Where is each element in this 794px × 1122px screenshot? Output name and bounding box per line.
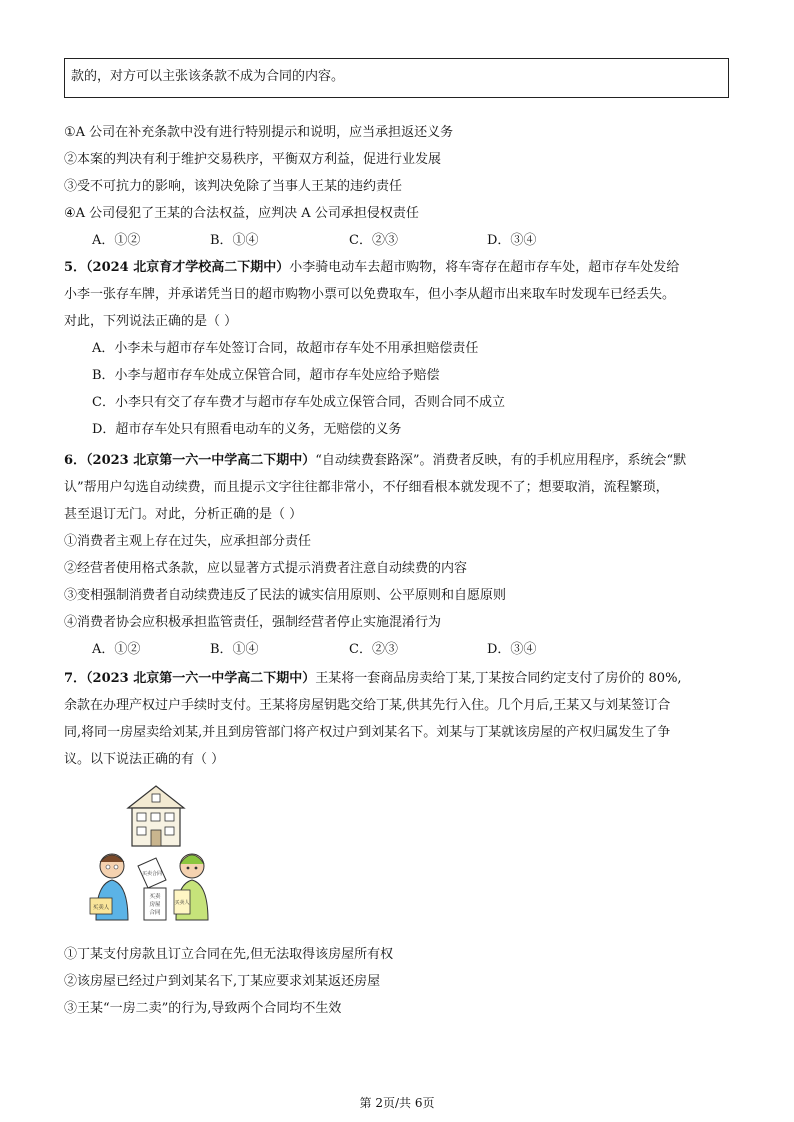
q4-option-b[interactable]: B．①④: [210, 233, 259, 248]
q5-option-b[interactable]: B．小李与超市存车处成立保管合同，超市存车处应给予赔偿: [92, 368, 440, 383]
q6-stem-line: 认”帮用户勾选自动续费，而且提示文字往往都非常小，不仔细看根本就发现不了；想要取消，流程繁琐，: [64, 480, 669, 495]
q6-statement: ①消费者主观上存在过失，应承担部分责任: [64, 534, 312, 549]
seller-sign-text: 买卖人: [174, 900, 190, 906]
q6-statement: ②经营者使用格式条款，应以显著方式提示消费者注意自动续费的内容: [64, 561, 468, 576]
q6-number: 6．: [64, 453, 87, 468]
q5-source: （2024 北京育才学校高二下期中）: [86, 260, 290, 275]
q6-statement: ④消费者协会应积极承担监管责任，强制经营者停止实施混淆行为: [64, 615, 442, 630]
q7-statement: ③王某“一房二卖”的行为,导致两个合同均不生效: [64, 1001, 342, 1016]
contract-text-3: 合同: [149, 910, 161, 916]
contract-text-1: 买卖: [149, 894, 161, 900]
paper-icon: [138, 858, 166, 888]
q5-option-c[interactable]: C．小李只有交了存车费才与超市存车处成立保管合同，否则合同不成立: [92, 395, 505, 410]
box-text: 款的，对方可以主张该条款不成为合同的内容。: [71, 69, 345, 84]
q7-stem-line: 议。以下说法正确的有（ ）: [64, 752, 225, 767]
q6-stem-line: [64, 452, 686, 470]
q6-statement: ③变相强制消费者自动续费违反了民法的诚实信用原则、公平原则和自愿原则: [64, 588, 507, 603]
q6-source: （2023 北京第一六一中学高二下期中）: [86, 453, 316, 468]
q5-stem: 小李骑电动车去超市购物，将车寄存在超市存车处，超市存车处发给: [289, 260, 680, 275]
q5-option-a[interactable]: A．小李未与超市存车处签订合同，故超市存车处不用承担赔偿责任: [92, 341, 479, 356]
buyer-sign-text: 买卖人: [92, 905, 110, 911]
q7-stem-line: [64, 670, 682, 688]
paper-text: 买卖合同: [141, 871, 163, 877]
q5-stem-line: [64, 259, 679, 277]
q5-stem-line: 小李一张存车牌，并承诺凭当日的超市购物小票可以免费取车，但小李从超市出来取车时发现车已经丢失。: [64, 287, 676, 302]
q4-option-a[interactable]: A．①②: [92, 233, 141, 248]
q4-option-c[interactable]: C．②③: [349, 233, 398, 248]
q7-statement: ①丁某支付房款且订立合同在先,但无法取得该房屋所有权: [64, 947, 394, 962]
seller-figure: [174, 854, 208, 920]
q6-option-d[interactable]: D．③④: [487, 642, 537, 657]
house-dispute-illustration: [76, 780, 236, 930]
q6-stem-line: 甚至退订无门。对此，分析正确的是（ ）: [64, 507, 303, 522]
q4-option-d[interactable]: D．③④: [487, 233, 537, 248]
q4-statement: ②本案的判决有利于维护交易秩序，平衡双方利益，促进行业发展: [64, 152, 442, 167]
q6-option-a[interactable]: A．①②: [92, 642, 141, 657]
q7-number: 7．: [64, 671, 87, 686]
q4-statement: ④A 公司侵犯了王某的合法权益，应判决 A 公司承担侵权责任: [64, 206, 419, 221]
q6-stem: “自动续费套路深”。消费者反映，有的手机应用程序，系统会“默: [315, 453, 687, 468]
page-footer: 第 2页/共 6页: [359, 1096, 435, 1110]
q7-statement: ②该房屋已经过户到刘某名下,丁某应要求刘某返还房屋: [64, 974, 381, 989]
house-icon: [128, 786, 184, 846]
q6-option-b[interactable]: B．①④: [210, 642, 259, 657]
q7-source: （2023 北京第一六一中学高二下期中）: [86, 671, 316, 686]
q4-statement: ①A 公司在补充条款中没有进行特别提示和说明，应当承担返还义务: [64, 125, 454, 140]
q6-option-c[interactable]: C．②③: [349, 642, 398, 657]
contract-icon: [144, 888, 166, 920]
q4-statement: ③受不可抗力的影响，该判决免除了当事人王某的违约责任: [64, 179, 403, 194]
q5-option-d[interactable]: D．超市存车处只有照看电动车的义务，无赔偿的义务: [92, 422, 402, 437]
q5-number: 5．: [64, 260, 87, 275]
q5-stem-line: 对此，下列说法正确的是（ ）: [64, 314, 238, 329]
q7-stem-line: 同,将同一房屋卖给刘某,并且到房管部门将产权过户到刘某名下。刘某与丁某就该房屋的产权归属发生了争: [64, 725, 671, 740]
q7-stem-line: 余款在办理产权过户手续时支付。王某将房屋钥匙交给丁某,供其先行入住。几个月后,王某又与刘某签订合: [64, 698, 671, 713]
continued-text-box: [64, 58, 729, 98]
buyer-figure: [90, 854, 128, 920]
q7-stem: 王某将一套商品房卖给丁某,丁某按合同约定支付了房价的 80%,: [315, 671, 682, 686]
contract-text-2: 房屋: [149, 902, 161, 908]
